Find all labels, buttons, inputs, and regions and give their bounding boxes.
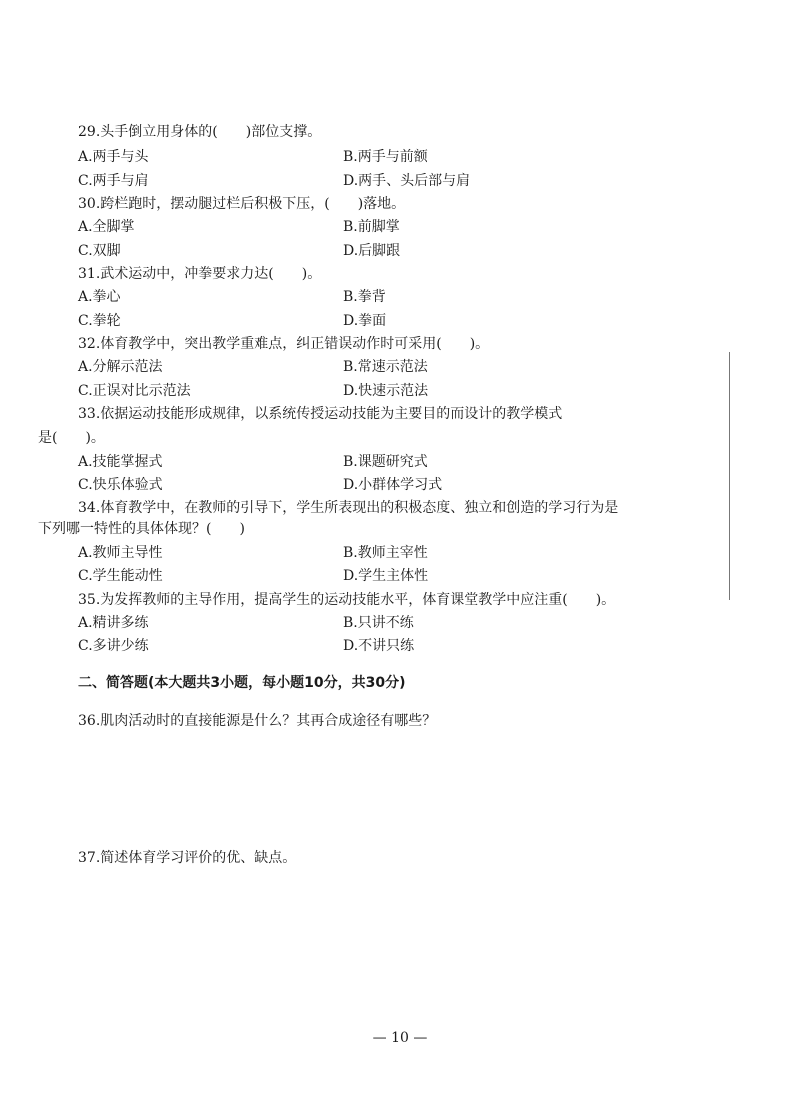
question-35-option-b: B.只讲不练 <box>343 615 414 631</box>
question-33-option-d: D.小群体学习式 <box>343 477 443 493</box>
section-heading: 二、简答题(本大题共3小题，每小题10分，共30分) <box>78 675 406 691</box>
question-34-option-d: D.学生主体性 <box>343 568 429 584</box>
question-34-option-b: B.教师主宰性 <box>343 545 428 561</box>
question-35-option-a: A.精讲多练 <box>78 615 149 631</box>
question-31-option-b: B.拳背 <box>343 289 386 305</box>
question-33-stem-continued: 是( )。 <box>38 430 105 446</box>
margin-binding-line <box>729 352 730 600</box>
question-30-stem: 30.跨栏跑时，摆动腿过栏后积极下压，( )落地。 <box>78 196 406 212</box>
question-32-option-d: D.快速示范法 <box>343 383 429 399</box>
question-31-stem: 31.武术运动中，冲拳要求力达( )。 <box>78 266 322 282</box>
question-32-stem: 32.体育教学中，突出教学重难点，纠正错误动作时可采用( )。 <box>78 336 490 352</box>
question-37-stem: 37.简述体育学习评价的优、缺点。 <box>78 850 297 866</box>
question-35-option-d: D.不讲只练 <box>343 638 415 654</box>
question-34-option-c: C.学生能动性 <box>78 568 163 584</box>
question-30-option-c: C.双脚 <box>78 243 121 259</box>
question-32-option-b: B.常速示范法 <box>343 359 428 375</box>
question-31-option-d: D.拳面 <box>343 313 387 329</box>
question-34-stem: 34.体育教学中，在教师的引导下，学生所表现出的积极态度、独立和创造的学习行为是 <box>78 500 619 516</box>
page-number: — 10 — <box>372 1030 428 1046</box>
question-32-option-c: C.正误对比示范法 <box>78 383 191 399</box>
question-32-option-a: A.分解示范法 <box>78 359 163 375</box>
question-36-stem: 36.肌肉活动时的直接能源是什么？其再合成途径有哪些？ <box>78 713 437 729</box>
question-30-option-a: A.全脚掌 <box>78 219 135 235</box>
question-35-stem: 35.为发挥教师的主导作用，提高学生的运动技能水平，体育课堂教学中应注重( )。 <box>78 592 616 608</box>
question-29-option-d: D.两手、头后部与肩 <box>343 173 471 189</box>
question-29-stem: 29.头手倒立用身体的( )部位支撑。 <box>78 124 322 140</box>
question-33-option-c: C.快乐体验式 <box>78 477 163 493</box>
question-34-option-a: A.教师主导性 <box>78 545 163 561</box>
question-31-option-c: C.拳轮 <box>78 313 121 329</box>
question-29-option-b: B.两手与前额 <box>343 149 428 165</box>
question-31-option-a: A.拳心 <box>78 289 121 305</box>
question-29-option-c: C.两手与肩 <box>78 173 149 189</box>
question-29-option-a: A.两手与头 <box>78 149 149 165</box>
question-35-option-c: C.多讲少练 <box>78 638 149 654</box>
question-33-option-b: B.课题研究式 <box>343 454 428 470</box>
question-30-option-d: D.后脚跟 <box>343 243 401 259</box>
question-33-stem: 33.依据运动技能形成规律，以系统传授运动技能为主要目的而设计的教学模式 <box>78 406 563 422</box>
question-33-option-a: A.技能掌握式 <box>78 454 163 470</box>
question-30-option-b: B.前脚掌 <box>343 219 400 235</box>
question-34-stem-continued: 下列哪一特性的具体体现？( ) <box>38 521 245 537</box>
